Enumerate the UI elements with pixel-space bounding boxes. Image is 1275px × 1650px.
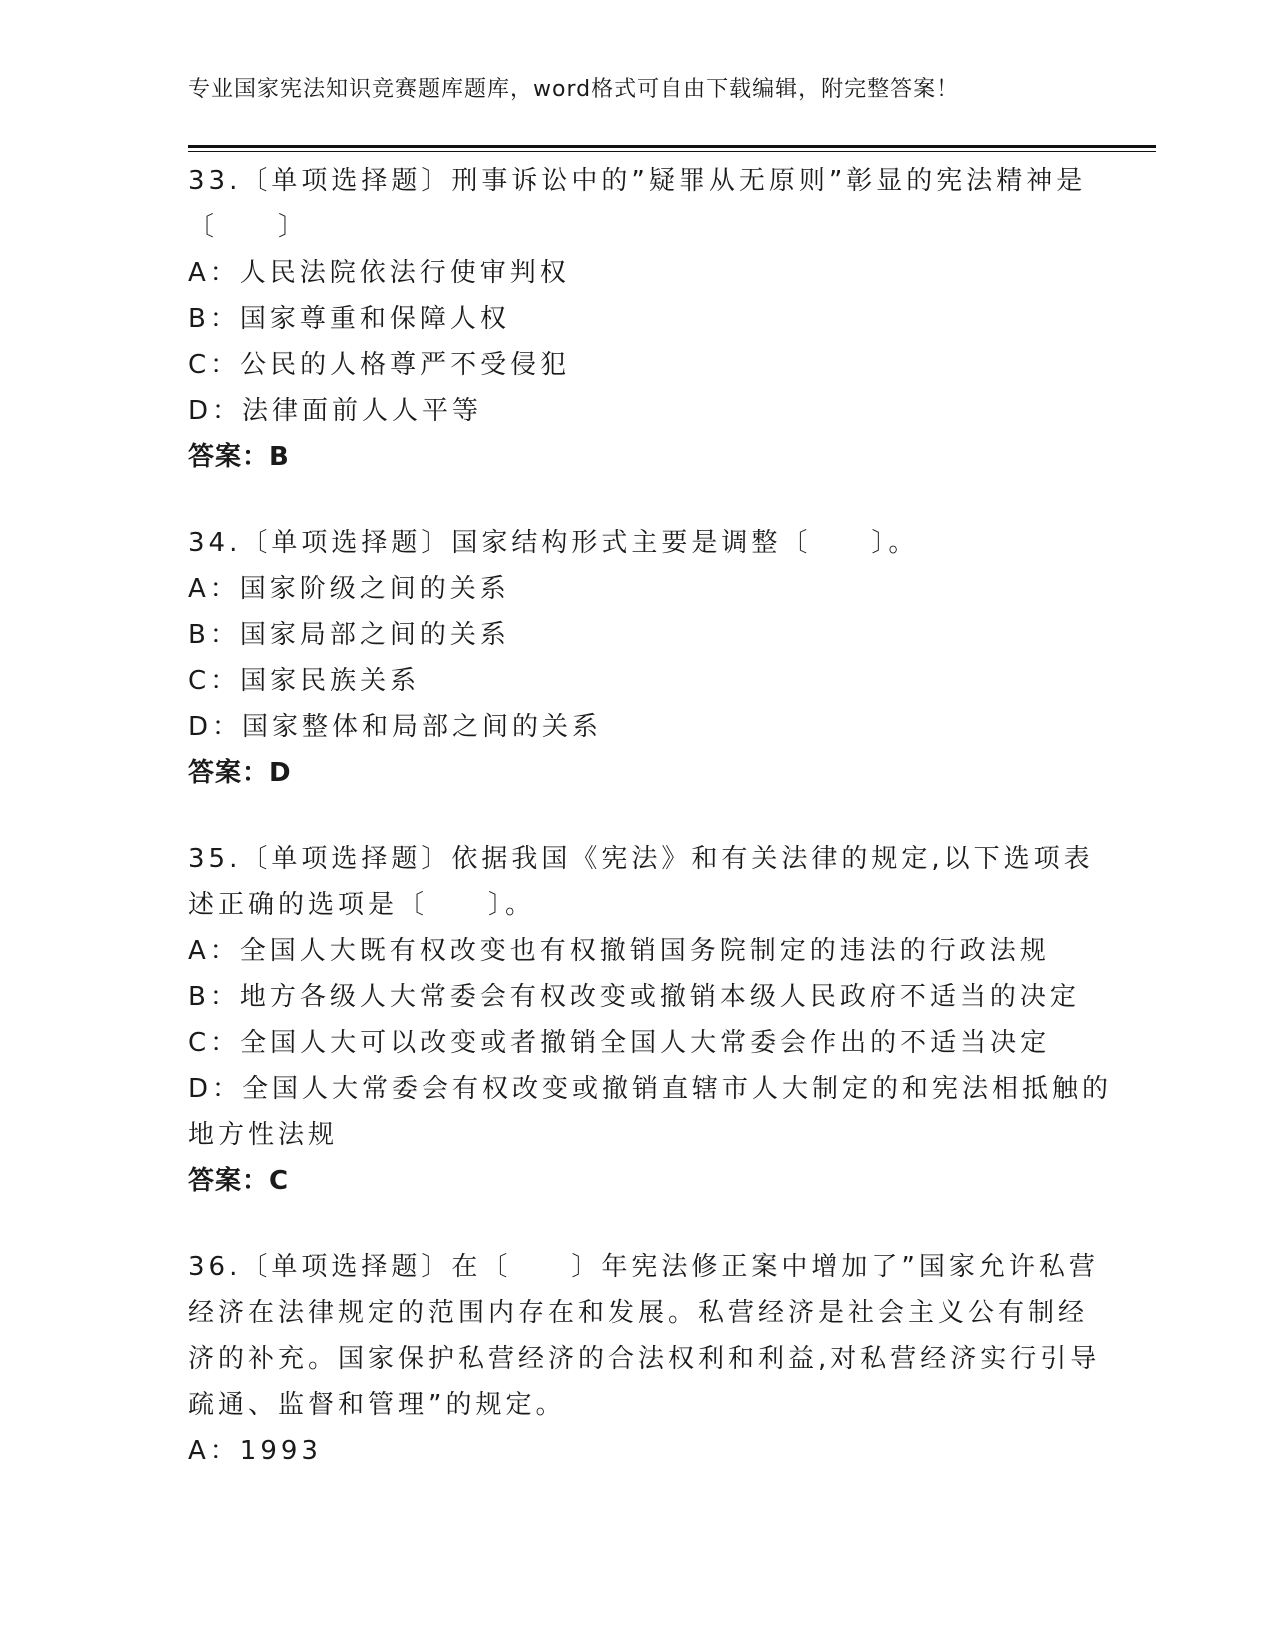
option-a: A：国家阶级之间的关系 [188,574,510,604]
question-stem: 〔 〕 [188,212,309,242]
question-list [188,158,1113,1514]
page-header: 专业国家宪法知识竞赛题库题库，word格式可自由下载编辑，附完整答案！ [188,77,960,102]
question-stem: 35.〔单项选择题〕依据我国《宪法》和有关法律的规定,以下选项表 [188,844,1094,874]
question-36 [188,1244,1101,1474]
question-stem: 34.〔单项选择题〕国家结构形式主要是调整〔 〕。 [188,528,919,558]
question-stem: 36.〔单项选择题〕在〔 〕年宪法修正案中增加了”国家允许私营 [188,1252,1099,1282]
option-b: B：地方各级人大常委会有权改变或撤销本级人民政府不适当的决定 [188,982,1080,1012]
option-d: D：法律面前人人平等 [188,396,483,426]
question-stem: 33.〔单项选择题〕刑事诉讼中的”疑罪从无原则”彰显的宪法精神是 [188,166,1087,196]
option-d: D：国家整体和局部之间的关系 [188,712,603,742]
question-35 [188,836,1113,1204]
question-stem: 济的补充。国家保护私营经济的合法权利和利益,对私营经济实行引导 [188,1344,1101,1374]
option-c: C：公民的人格尊严不受侵犯 [188,350,571,380]
question-stem: 述正确的选项是〔 〕。 [188,890,536,920]
header-rule-thin [188,151,1156,152]
option-d-continued: 地方性法规 [188,1120,339,1150]
question-34 [188,520,1088,796]
answer-text: 答案：C [188,1166,290,1196]
option-a: A：全国人大既有权改变也有权撤销国务院制定的违法的行政法规 [188,936,1050,966]
option-a: A：1993 [188,1436,322,1466]
header-rule-thick [188,145,1156,148]
option-c: C：全国人大可以改变或者撤销全国人大常委会作出的不适当决定 [188,1028,1051,1058]
answer-text: 答案：B [188,442,290,472]
answer-text: 答案：D [188,758,292,788]
option-b: B：国家局部之间的关系 [188,620,510,650]
question-33 [188,158,1088,480]
option-a: A：人民法院依法行使审判权 [188,258,570,288]
option-b: B：国家尊重和保障人权 [188,304,510,334]
question-stem: 疏通、监督和管理”的规定。 [188,1390,566,1420]
option-d: D：全国人大常委会有权改变或撤销直辖市人大制定的和宪法相抵触的 [188,1074,1113,1104]
question-stem: 经济在法律规定的范围内存在和发展。私营经济是社会主义公有制经 [188,1298,1089,1328]
option-c: C：国家民族关系 [188,666,421,696]
